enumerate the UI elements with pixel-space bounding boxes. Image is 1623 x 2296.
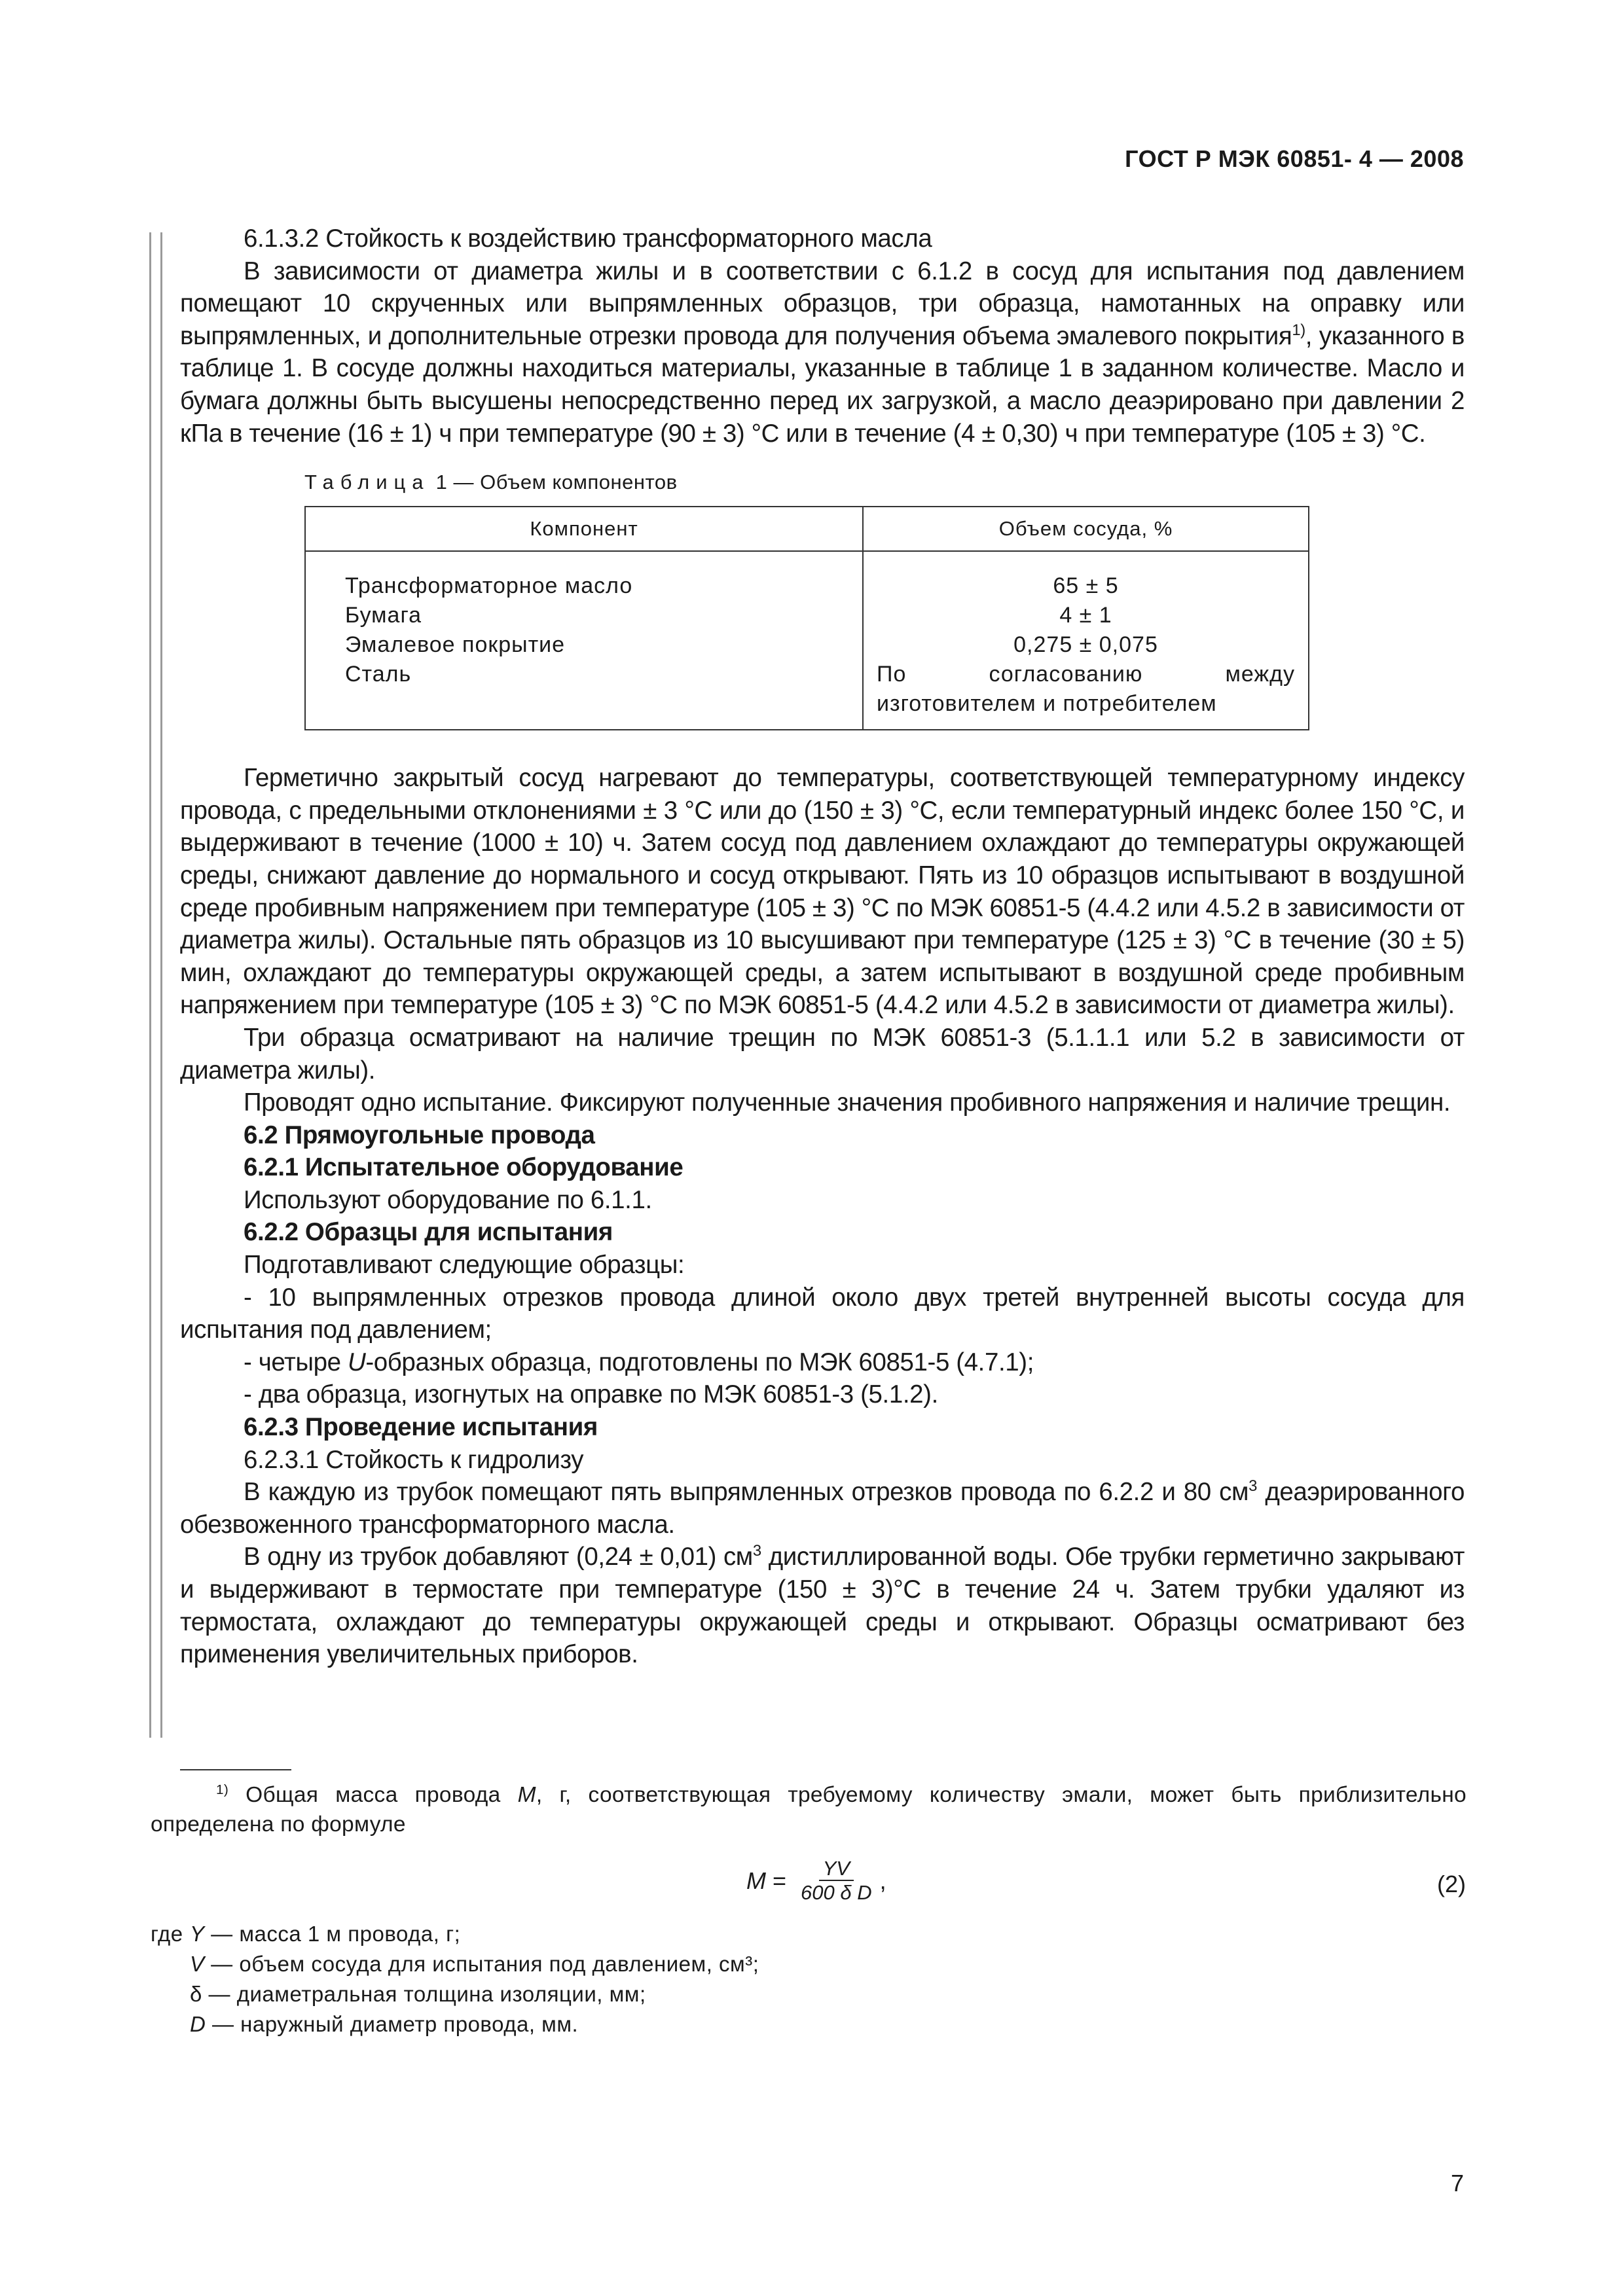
table-cell-volumes [863,551,1309,730]
formula-tail: , [879,1867,886,1894]
variable: M [517,1783,536,1807]
paragraph-equipment: Используют оборудование по 6.1.1. [244,1185,652,1214]
formula-fraction [798,1857,875,1905]
footnote-mark: 1) [216,1782,229,1797]
list-item: - два образца, изогнутых на оправке по МЭК 60851-3 (5.1.2). [244,1380,938,1409]
paragraph-oil-test [180,255,1465,450]
variable-description: — диаметральная толщина изоляции, мм; [202,1982,646,2006]
paragraph-text: В каждую из трубок помещают пять выпрямленных отрезков провода по 6.2.2 и 80 см [244,1478,1249,1507]
formula-lhs: M [746,1867,766,1894]
paragraph-cracks: Три образца осматривают на наличие трещин по МЭК 60851-3 (5.1.1.1 или 5.2 в зависимости от диаметра жилы). [180,1023,1465,1085]
document-header: ГОСТ Р МЭК 60851- 4 — 2008 [1125,145,1464,172]
paragraph-text: В одну из трубок добавляют (0,24 ± 0,01) см [244,1543,753,1571]
paragraph-samples-intro: Подготавливают следующие образцы: [244,1251,685,1280]
paragraph-text: дистиллированной воды. Обе трубки герметично закрывают и выдерживают в термостате при температуре (150 ± 3)°С в течение 24 ч. Затем трубки удаляют из термостата, охлаждают до температуры окружающей среды и открывают. Образцы осматривают без применения увеличительных приборов. [180,1543,1465,1669]
formula [746,1857,886,1905]
paragraph-heating: Герметично закрытый сосуд нагревают до температуры, соответствующей температурному индексу провода, с предельными отклонениями ± 3 °С или до (150 ± 3) °С, если температурный индекс более 150 °С, и выдерживают в течение (1000 ± 10) ч. Затем сосуд под давлением охлаждают до температуры окружающей среды, снижают давление до нормального и сосуд открывают. Пять из 10 образцов испытывают в воздушной среде пробивным напряжением при температуре (105 ± 3) °С по МЭК 60851-5 (4.4.2 или 4.5.2 в зависимости от диаметра жилы). Остальные пять образцов из 10 высушивают при температуре (125 ± 3) °С в течение (30 ± 5) мин, охлаждают до температуры окружающей среды, а затем испытывают в воздушной среде пробивным напряжением при температуре (105 ± 3) °С по МЭК 60851-5 (4.4.2 или 4.5.2 в зависимости от диаметра жилы). [180,764,1465,1020]
table-row [305,551,1309,730]
table-caption [304,469,1465,495]
table-header-row [305,507,1309,551]
variable-description: — наружный диаметр провода, мм. [206,2012,579,2036]
formula-numerator: YV [819,1857,854,1881]
variable-row [151,1919,759,1949]
heading-6-2-3: 6.2.3 Проведение испытания [244,1413,598,1442]
heading-6-2-3-1: 6.2.3.1 Стойкость к гидролизу [244,1445,584,1474]
footnote-ref: 1) [1292,321,1305,339]
volume-value: 4 ± 1 [1059,603,1112,628]
where-word: где [151,1922,183,1946]
heading-6-2-2: 6.2.2 Образцы для испытания [244,1218,613,1247]
components-table [304,506,1309,730]
section-6-1-3-2-title: 6.1.3.2 Стойкость к воздействию трансформаторного масла [244,224,932,253]
footnote [151,1780,1467,1839]
variable-definitions [151,1919,759,2039]
page-number: 7 [1450,2170,1464,2197]
table-cell-components [305,551,863,730]
volume-value: По согласованию между изготовителем и потребителем [877,662,1295,717]
component-name: Эмалевое покрытие [345,632,566,658]
variable-symbol: D [190,2012,206,2036]
formula-denominator: 600 δ D [801,1881,872,1904]
list-item [180,1346,1465,1379]
variable-row [151,1949,759,1979]
footnote-divider [180,1769,291,1770]
equation-number: (2) [1437,1871,1466,1897]
variable-row [151,2009,759,2039]
variable-symbol: V [190,1952,205,1976]
page-body [180,223,1465,1671]
italic-letter: U [347,1348,366,1376]
volume-value: 0,275 ± 0,075 [1013,632,1158,658]
paragraph-text: В зависимости от диаметра жилы и в соответствии с 6.1.2 в сосуд для испытания под давлением помещают 10 скрученных или выпрямленных образцов, три образца, намотанных на оправку или выпрямленных, и дополнительные отрезки провода для получения объема эмалевого покрытия [180,257,1465,350]
component-name: Трансформаторное масло [345,573,633,599]
footnote-text-part: , г, соответствующая требуемому количеству эмали, может быть приблизительно определена по формуле [151,1783,1467,1837]
list-item: - 10 выпрямленных отрезков провода длиной около двух третей внутренней высоты сосуда для испытания под давлением; [180,1283,1465,1344]
superscript: 3 [752,1542,761,1560]
component-name: Бумага [345,603,422,628]
variable-symbol: δ [190,1982,202,2006]
variable-symbol: Y [190,1922,205,1946]
table-caption-word: Таблица [304,471,430,494]
paragraph-text: , указанного в таблице 1. В сосуде должны находиться материалы, указанные в таблице 1 в заданном количестве. Масло и бумага должны быть высушены непосредственно перед их загрузкой, а масло деаэрировано при давлении 2 кПа в течение (16 ± 1) ч при температуре (90 ± 3) °С или в течение (4 ± 0,30) ч при температуре (105 ± 3) °С. [180,321,1465,448]
variable-row [151,1979,759,2009]
table-header-cell: Объем сосуда, % [863,507,1309,551]
formula-equals: = [766,1867,793,1894]
variable-description: — масса 1 м провода, г; [204,1922,461,1946]
paragraph-single-test: Проводят одно испытание. Фиксируют полученные значения пробивного напряжения и наличие трещин. [244,1088,1451,1117]
superscript: 3 [1249,1477,1257,1496]
paragraph-water [180,1541,1465,1670]
footnote-text-part: Общая масса провода [228,1783,518,1807]
footnote-text [151,1780,1467,1839]
paragraph-tubes [180,1476,1465,1541]
component-name: Сталь [345,662,412,687]
volume-value: 65 ± 5 [1053,573,1119,599]
table-caption-title: 1 — Объем компонентов [429,471,678,494]
change-bar [149,232,162,1738]
list-text: - четыре [244,1348,348,1376]
heading-6-2-1: 6.2.1 Испытательное оборудование [244,1153,684,1182]
table-header-cell: Компонент [305,507,863,551]
heading-6-2: 6.2 Прямоугольные провода [244,1121,595,1149]
variable-description: — объем сосуда для испытания под давлением, см³; [204,1952,759,1976]
list-text: -образных образца, подготовлены по МЭК 60851-5 (4.7.1); [365,1348,1034,1376]
paragraph-text: деаэрированного обезвоженного трансформаторного масла. [180,1478,1465,1539]
